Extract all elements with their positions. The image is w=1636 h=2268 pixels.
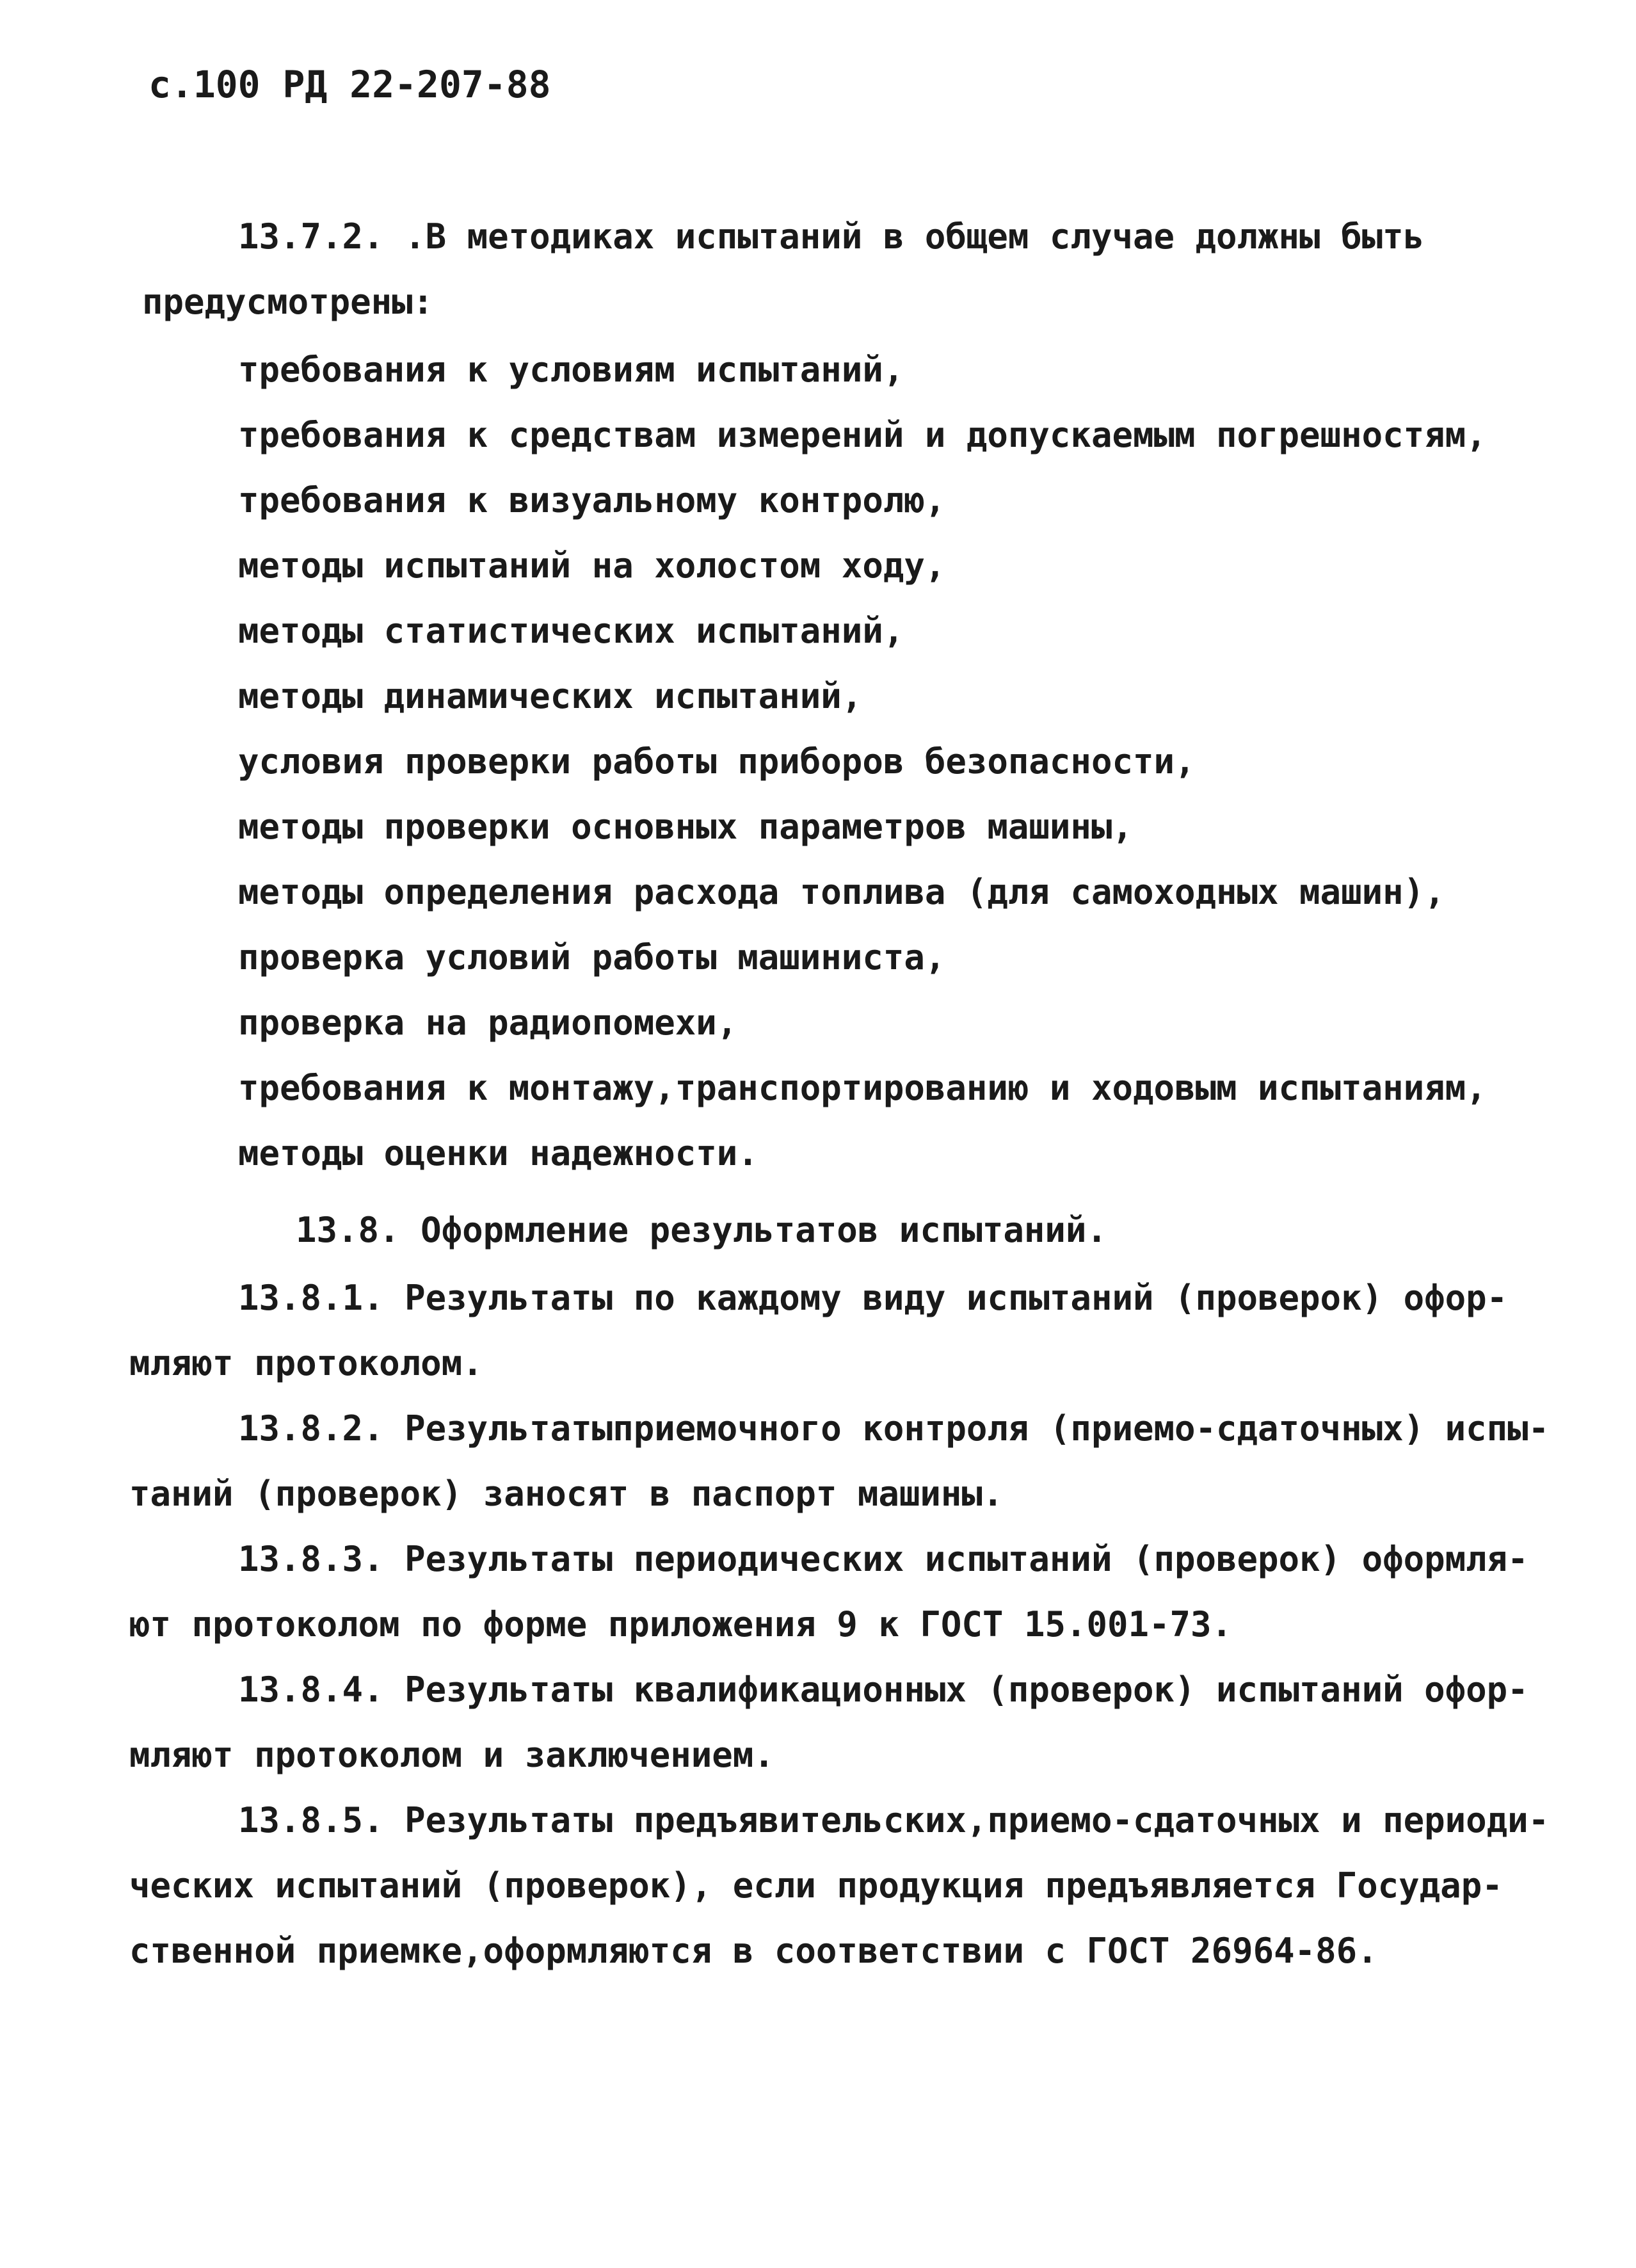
list-item: методы оценки надежности.: [238, 1133, 758, 1173]
para-13-8-3-line-2: ют протоколом по форме приложения 9 к ГОСТ 15.001-73.: [129, 1604, 1233, 1645]
para-13-7-2-line-1: 13.7.2. .В методиках испытаний в общем случае должны быть: [238, 216, 1425, 257]
para-13-8-4-line-2: мляют протоколом и заключением.: [129, 1735, 774, 1775]
list-item: проверка на радиопомехи,: [238, 1002, 738, 1043]
para-13-8-2-line-1: 13.8.2. Результатыприемочного контроля (приемо-сдаточных) испы-: [238, 1408, 1550, 1449]
para-13-8-5-line-3: ственной приемке,оформляются в соответствии с ГОСТ 26964-86.: [129, 1931, 1378, 1971]
list-item: методы определения расхода топлива (для самоходных машин),: [238, 872, 1445, 912]
para-13-8-5-line-1: 13.8.5. Результаты предъявительских,приемо-сдаточных и периоди-: [238, 1800, 1550, 1840]
para-13-8-2-line-2: таний (проверок) заносят в паспорт машины.: [129, 1474, 1004, 1514]
list-item: методы статистических испытаний,: [238, 611, 904, 651]
list-item: требования к условиям испытаний,: [238, 350, 904, 390]
para-13-8-3-line-1: 13.8.3. Результаты периодических испытаний (проверок) оформля-: [238, 1539, 1528, 1579]
page-header: с.100 РД 22-207-88: [148, 63, 551, 106]
list-item: требования к монтажу,транспортированию и ходовым испытаниям,: [238, 1068, 1487, 1108]
list-item: проверка условий работы машиниста,: [238, 937, 946, 977]
para-13-8-5-line-2: ческих испытаний (проверок), если продукция предъявляется Государ-: [129, 1865, 1503, 1906]
para-13-8-1-line-2: мляют протоколом.: [129, 1343, 483, 1383]
para-13-8-4-line-1: 13.8.4. Результаты квалификационных (проверок) испытаний офор-: [238, 1669, 1528, 1710]
para-13-7-2-line-2: предусмотрены:: [142, 282, 434, 322]
list-item: условия проверки работы приборов безопасности,: [238, 741, 1196, 782]
section-13-8-heading: 13.8. Оформление результатов испытаний.: [296, 1210, 1107, 1250]
list-item: методы динамических испытаний,: [238, 676, 863, 716]
para-13-8-1-line-1: 13.8.1. Результаты по каждому виду испытаний (проверок) офор-: [238, 1278, 1508, 1318]
list-item: методы испытаний на холостом ходу,: [238, 545, 946, 586]
list-item: требования к средствам измерений и допускаемым погрешностям,: [238, 415, 1487, 455]
list-item: требования к визуальному контролю,: [238, 480, 946, 520]
list-item: методы проверки основных параметров машины,: [238, 807, 1133, 847]
